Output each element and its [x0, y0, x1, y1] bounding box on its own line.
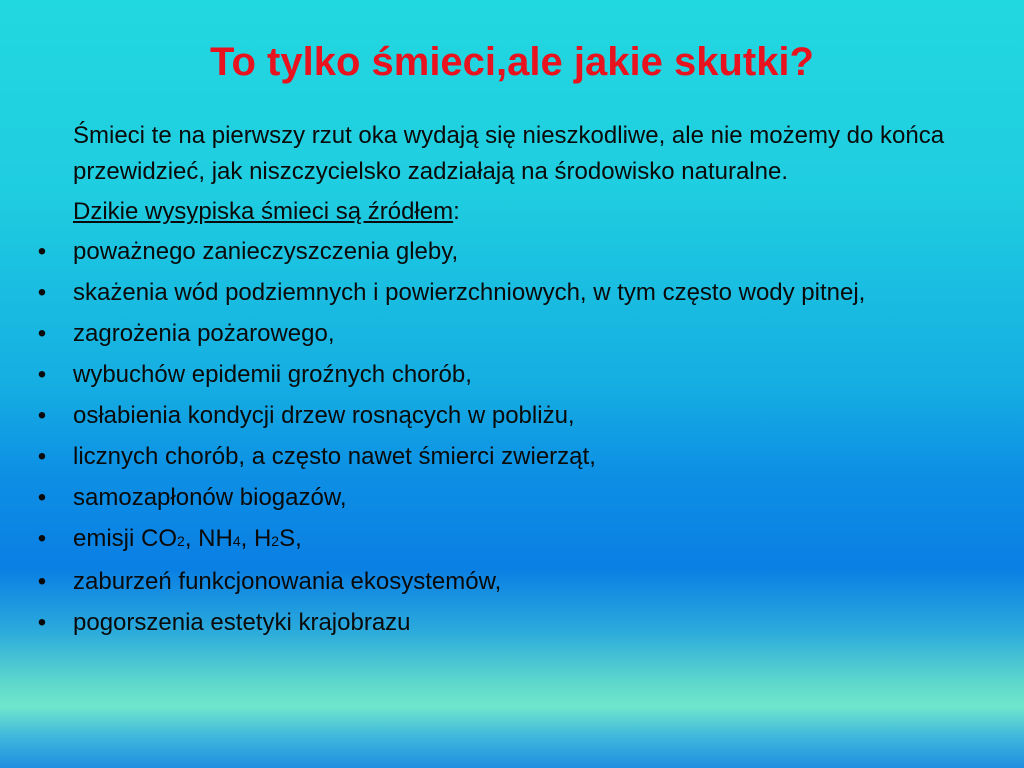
effects-list	[37, 234, 993, 641]
bullet-icon: •	[37, 568, 47, 595]
list-item	[37, 564, 993, 600]
co-subscript: 2	[177, 533, 185, 549]
list-item-text: pogorszenia estetyki krajobrazu	[73, 609, 411, 636]
bullet-icon: •	[37, 609, 47, 636]
bullet-icon: •	[37, 525, 47, 552]
list-item	[37, 480, 993, 516]
emission-sep-1: , NH	[184, 525, 233, 552]
lead-underlined-text: Dzikie wysypiska śmieci są źródłem	[73, 198, 454, 225]
lead-line	[73, 194, 993, 230]
list-item-text: wybuchów epidemii groźnych chorób,	[73, 361, 472, 388]
list-item	[37, 234, 993, 270]
list-item-text: samozapłonów biogazów,	[73, 484, 347, 511]
list-item-text: skażenia wód podziemnych i powierzchniowych, w tym często wody pitnej,	[73, 279, 866, 306]
list-item-text: licznych chorób, a często nawet śmierci zwierząt,	[73, 443, 596, 470]
list-item	[37, 357, 993, 393]
bullet-icon: •	[37, 402, 47, 429]
bullet-icon: •	[37, 361, 47, 388]
list-item-text: osłabienia kondycji drzew rosnących w pobliżu,	[73, 402, 575, 429]
list-item-text: zaburzeń funkcjonowania ekosystemów,	[73, 568, 502, 595]
list-item-text: poważnego zanieczyszczenia gleby,	[73, 238, 459, 265]
bullet-icon: •	[37, 279, 47, 306]
emission-sep-2: , H	[240, 525, 272, 552]
bullet-icon: •	[37, 238, 47, 265]
list-item-emission	[37, 521, 993, 559]
list-item	[37, 398, 993, 434]
emission-prefix: emisji CO	[73, 525, 178, 552]
intro-paragraph: Śmieci te na pierwszy rzut oka wydają się nieszkodliwe, ale nie możemy do końca przewidzieć, jak niszczycielsko zadziałają na środowisko naturalne.	[73, 122, 945, 185]
slide-title: To tylko śmieci,ale jakie skutki?	[210, 40, 814, 84]
bullet-icon: •	[37, 443, 47, 470]
list-item	[37, 316, 993, 352]
slide-content	[37, 118, 993, 646]
bullet-icon: •	[37, 320, 47, 347]
list-item	[37, 275, 993, 311]
bullet-icon: •	[37, 484, 47, 511]
lead-suffix: :	[453, 198, 460, 225]
list-item	[37, 439, 993, 475]
list-item	[37, 605, 993, 641]
h-subscript: 2	[271, 533, 280, 549]
emission-suffix: S,	[279, 525, 302, 552]
nh-subscript: 4	[232, 533, 241, 549]
list-item-text: zagrożenia pożarowego,	[73, 320, 335, 347]
